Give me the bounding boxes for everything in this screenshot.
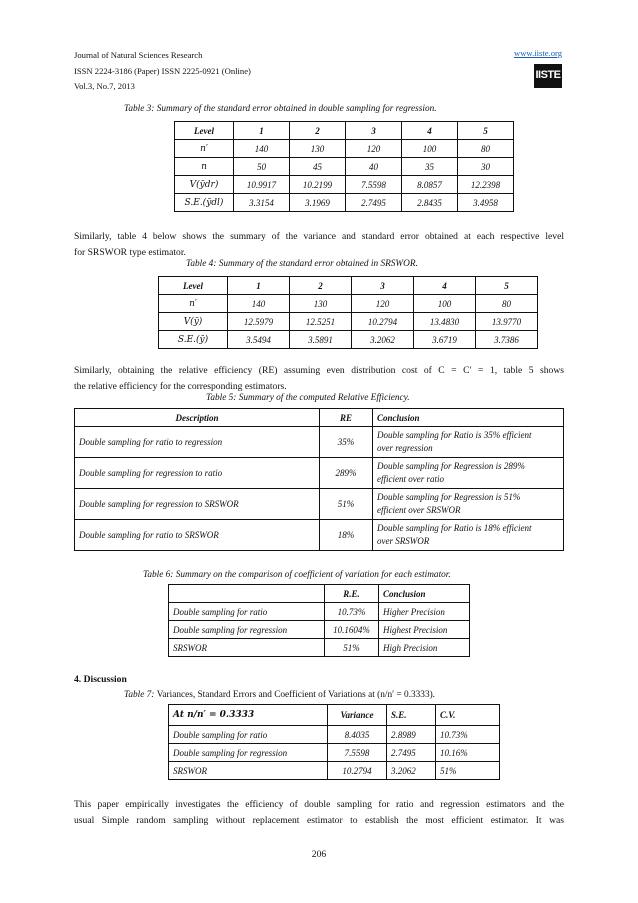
table-header: 2 bbox=[290, 122, 346, 140]
table-cell: 7.5598 bbox=[328, 744, 387, 762]
table-cell: 2.7495 bbox=[346, 194, 402, 212]
table-cell: Highest Precision bbox=[379, 621, 470, 639]
conclusion-line: Double sampling for Regression is 289% bbox=[377, 461, 525, 471]
table-row bbox=[159, 277, 538, 295]
table-cell: 35% bbox=[320, 427, 373, 458]
table-header: C.V. bbox=[436, 705, 500, 726]
paragraph-line: This paper empirically investigates the efficiency of double sampling for ratio and regression estimators and the bbox=[74, 799, 564, 810]
table4-caption: Table 4: Summary of the standard error obtained in SRSWOR. bbox=[186, 259, 418, 269]
table-header: S.E. bbox=[387, 705, 436, 726]
journal-title: Journal of Natural Sciences Research bbox=[74, 50, 203, 60]
iiste-logo bbox=[534, 64, 562, 88]
table-row bbox=[75, 458, 564, 489]
table-cell: 130 bbox=[290, 140, 346, 158]
table-cell: 45 bbox=[290, 158, 346, 176]
table4 bbox=[158, 276, 538, 349]
paragraph-line: usual Simple random sampling without replacement estimator to establish the most efficient estimator. It was bbox=[74, 815, 564, 826]
table-cell: S.E.(ȳdl) bbox=[175, 194, 234, 212]
table-row bbox=[75, 409, 564, 427]
table-header: 1 bbox=[228, 277, 290, 295]
table5-caption: Table 5: Summary of the computed Relative Efficiency. bbox=[206, 393, 410, 403]
table-row bbox=[175, 176, 514, 194]
table-cell: V(ȳdr) bbox=[175, 176, 234, 194]
table-header: 4 bbox=[402, 122, 458, 140]
table-cell: 13.4830 bbox=[414, 313, 476, 331]
table-cell: Double sampling for regression to ratio bbox=[75, 458, 320, 489]
table-cell: 13.9770 bbox=[476, 313, 538, 331]
table-cell: V(ȳ) bbox=[159, 313, 228, 331]
table-header: 1 bbox=[234, 122, 290, 140]
table-cell: 50 bbox=[234, 158, 290, 176]
paragraph-line: Similarly, table 4 below shows the summary of the variance and standard error obtained at each respective level bbox=[74, 231, 564, 242]
table-cell: 12.5979 bbox=[228, 313, 290, 331]
table-row bbox=[75, 489, 564, 520]
table-cell: 3.7386 bbox=[476, 331, 538, 349]
table-cell: 140 bbox=[234, 140, 290, 158]
conclusion-line: efficient over ratio bbox=[377, 474, 444, 484]
table-cell: 10.2794 bbox=[352, 313, 414, 331]
table-header: R.E. bbox=[325, 585, 379, 603]
section-heading: 4. Discussion bbox=[74, 674, 127, 685]
table-row bbox=[175, 140, 514, 158]
page-number: 206 bbox=[311, 849, 327, 860]
paragraph-line: Similarly, obtaining the relative efficiency (RE) assuming even distribution cost of C = C′ = 1, table 5 shows bbox=[74, 365, 564, 376]
table-header: Conclusion bbox=[379, 585, 470, 603]
table-cell: 130 bbox=[290, 295, 352, 313]
table-cell: 289% bbox=[320, 458, 373, 489]
table-cell: n bbox=[175, 158, 234, 176]
table7 bbox=[168, 704, 500, 780]
table-cell: 7.5598 bbox=[346, 176, 402, 194]
table-cell: Double sampling for regression to SRSWOR bbox=[75, 489, 320, 520]
table7-caption-text: Variances, Standard Errors and Coefficient of Variations at (n/n′ = 0.3333). bbox=[156, 690, 436, 700]
table-cell: 100 bbox=[414, 295, 476, 313]
table-header: Variance bbox=[328, 705, 387, 726]
table-header: Description bbox=[75, 409, 320, 427]
table-header: Level bbox=[175, 122, 234, 140]
table-row bbox=[159, 313, 538, 331]
conclusion-line: efficient over SRSWOR bbox=[377, 505, 461, 515]
table-header: 2 bbox=[290, 277, 352, 295]
table-cell: High Precision bbox=[379, 639, 470, 657]
paragraph-line: the relative efficiency for the corresponding estimators. bbox=[74, 381, 287, 392]
paragraph-2 bbox=[74, 363, 564, 395]
table-row bbox=[169, 705, 500, 726]
table-cell: 10.2199 bbox=[290, 176, 346, 194]
table-cell: Double sampling for ratio bbox=[169, 726, 328, 744]
table-header: 5 bbox=[476, 277, 538, 295]
table7-caption bbox=[124, 690, 435, 700]
table-row bbox=[175, 122, 514, 140]
table6-caption: Table 6: Summary on the comparison of coefficient of variation for each estimator. bbox=[143, 570, 451, 580]
table-cell: 8.4035 bbox=[328, 726, 387, 744]
table-cell: 3.2062 bbox=[387, 762, 436, 780]
table-cell: 10.1604% bbox=[325, 621, 379, 639]
table-row bbox=[169, 639, 470, 657]
paragraph-1 bbox=[74, 229, 564, 261]
table-cell: 120 bbox=[346, 140, 402, 158]
table-cell: 10.2794 bbox=[328, 762, 387, 780]
table-cell: 10.16% bbox=[436, 744, 500, 762]
table3-caption: Table 3: Summary of the standard error obtained in double sampling for regression. bbox=[124, 104, 437, 114]
table-header: RE bbox=[320, 409, 373, 427]
table-cell: 3.5891 bbox=[290, 331, 352, 349]
table-row bbox=[169, 726, 500, 744]
table-cell: n′ bbox=[175, 140, 234, 158]
table-cell: 35 bbox=[402, 158, 458, 176]
table-cell: 51% bbox=[320, 489, 373, 520]
table-cell: 140 bbox=[228, 295, 290, 313]
website-link[interactable]: www.iiste.org bbox=[514, 48, 562, 58]
table-header: At n/n′ = 0.3333 bbox=[169, 705, 328, 726]
table-cell: 2.8989 bbox=[387, 726, 436, 744]
table-cell: 3.2062 bbox=[352, 331, 414, 349]
paragraph-3 bbox=[74, 797, 564, 829]
table-cell: 2.8435 bbox=[402, 194, 458, 212]
table5 bbox=[74, 408, 564, 551]
table-cell bbox=[373, 458, 564, 489]
table-cell: 3.6719 bbox=[414, 331, 476, 349]
conclusion-line: over regression bbox=[377, 443, 433, 453]
table-cell: S.E.(ȳ) bbox=[159, 331, 228, 349]
table-cell: Double sampling for ratio to regression bbox=[75, 427, 320, 458]
conclusion-line: over SRSWOR bbox=[377, 536, 430, 546]
conclusion-line: Double sampling for Ratio is 18% efficient bbox=[377, 523, 532, 533]
table-cell: 80 bbox=[476, 295, 538, 313]
table-header: Level bbox=[159, 277, 228, 295]
table-cell: 120 bbox=[352, 295, 414, 313]
table-cell: 3.1969 bbox=[290, 194, 346, 212]
table-cell: 40 bbox=[346, 158, 402, 176]
table7-caption-label: Table 7: bbox=[124, 690, 155, 700]
table6 bbox=[168, 584, 470, 657]
table-cell: 18% bbox=[320, 520, 373, 551]
conclusion-line: Double sampling for Ratio is 35% efficient bbox=[377, 430, 532, 440]
table-cell: 80 bbox=[458, 140, 514, 158]
table-cell: 8.0857 bbox=[402, 176, 458, 194]
table-header: 3 bbox=[346, 122, 402, 140]
table-cell bbox=[373, 489, 564, 520]
table-row bbox=[169, 744, 500, 762]
table-cell: 3.3154 bbox=[234, 194, 290, 212]
table-cell: Double sampling for regression bbox=[169, 621, 325, 639]
logo-text: IISTE bbox=[535, 69, 561, 81]
table-cell: 51% bbox=[436, 762, 500, 780]
table-cell: Higher Precision bbox=[379, 603, 470, 621]
table-cell: 12.5251 bbox=[290, 313, 352, 331]
table-cell bbox=[373, 520, 564, 551]
table-cell: n′ bbox=[159, 295, 228, 313]
table-header bbox=[169, 585, 325, 603]
table-cell: SRSWOR bbox=[169, 639, 325, 657]
table-cell: 51% bbox=[325, 639, 379, 657]
table3 bbox=[174, 121, 514, 212]
table-row bbox=[169, 585, 470, 603]
conclusion-line: Double sampling for Regression is 51% bbox=[377, 492, 521, 502]
table-cell: 30 bbox=[458, 158, 514, 176]
table-cell: 12.2398 bbox=[458, 176, 514, 194]
table-cell: Double sampling for ratio bbox=[169, 603, 325, 621]
table-cell: 10.73% bbox=[325, 603, 379, 621]
table-row bbox=[169, 621, 470, 639]
table-header: Conclusion bbox=[373, 409, 564, 427]
table-row bbox=[159, 295, 538, 313]
table-cell: 3.5494 bbox=[228, 331, 290, 349]
journal-issn: ISSN 2224-3186 (Paper) ISSN 2225-0921 (Online) bbox=[74, 65, 251, 76]
table-row bbox=[169, 762, 500, 780]
journal-volume: Vol.3, No.7, 2013 bbox=[74, 81, 135, 91]
table-row bbox=[75, 520, 564, 551]
table-row bbox=[169, 603, 470, 621]
journal-header bbox=[74, 48, 251, 95]
table-header: 4 bbox=[414, 277, 476, 295]
table-cell: Double sampling for ratio to SRSWOR bbox=[75, 520, 320, 551]
table-cell: 10.73% bbox=[436, 726, 500, 744]
table-cell: 2.7495 bbox=[387, 744, 436, 762]
table-cell: Double sampling for regression bbox=[169, 744, 328, 762]
table-header: 3 bbox=[352, 277, 414, 295]
table-row bbox=[75, 427, 564, 458]
table-cell: SRSWOR bbox=[169, 762, 328, 780]
table-header: 5 bbox=[458, 122, 514, 140]
table-cell: 3.4958 bbox=[458, 194, 514, 212]
table-row bbox=[175, 158, 514, 176]
table-row bbox=[159, 331, 538, 349]
table-cell: 100 bbox=[402, 140, 458, 158]
table-cell: 10.9917 bbox=[234, 176, 290, 194]
table-row bbox=[175, 194, 514, 212]
table-cell bbox=[373, 427, 564, 458]
paragraph-line: for SRSWOR type estimator. bbox=[74, 247, 186, 258]
